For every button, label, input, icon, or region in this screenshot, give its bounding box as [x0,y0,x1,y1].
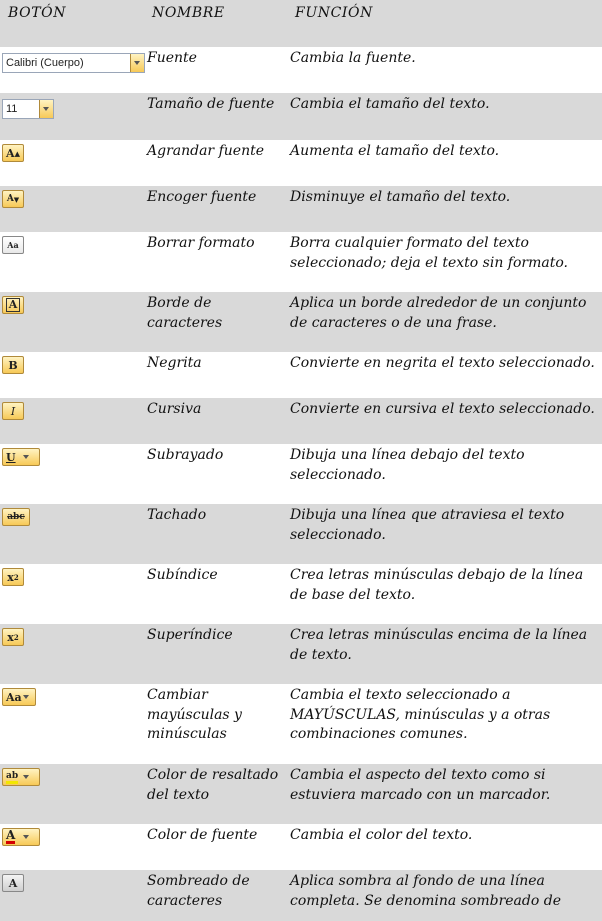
subscript-icon[interactable]: x 2 [2,568,24,586]
underline-icon[interactable]: U [2,448,40,466]
row-name: Fuente [147,50,197,66]
table-row [0,684,602,764]
bold-icon[interactable]: B [2,356,24,374]
char-border-icon[interactable]: A [2,296,24,314]
font-size-value: 11 [6,103,18,115]
highlight-color-icon[interactable]: ab [2,768,40,786]
table-row [0,352,602,398]
dropdown-arrow-icon[interactable] [39,100,53,118]
font-name-value: Calibri (Cuerpo) [6,57,84,69]
table-row [0,764,602,824]
table-row [0,444,602,504]
row-function: Dibuja una línea debajo del texto seleccionado. [290,447,525,483]
header-name-col: NOMBRE [152,5,225,21]
row-name: Cambiar mayúsculas y minúsculas [147,687,242,742]
row-function: Disminuye el tamaño del texto. [290,189,511,205]
row-function: Dibuja una línea que atraviesa el texto seleccionado. [290,507,565,543]
table-row [0,504,602,564]
header-function-col: FUNCIÓN [295,5,373,21]
row-function: Crea letras minúsculas debajo de la línea de base del texto. [290,567,584,603]
row-name: Sombreado de caracteres [147,873,250,909]
table-row [0,47,602,93]
row-name: Negrita [147,355,202,371]
italic-icon[interactable]: I [2,402,24,420]
table-row [0,624,602,684]
row-name: Agrandar fuente [147,143,264,159]
table-row [0,93,602,140]
char-shading-icon[interactable]: A [2,874,24,892]
row-function: Convierte en cursiva el texto seleccionado. [290,401,595,417]
row-name: Superíndice [147,627,233,643]
shrink-font-icon[interactable]: A ▼ [2,190,24,208]
row-name: Borrar formato [147,235,255,251]
row-name: Subíndice [147,567,218,583]
row-function: Cambia la fuente. [290,50,416,66]
dropdown-arrow-icon[interactable] [130,54,144,72]
superscript-icon[interactable]: x 2 [2,628,24,646]
row-function: Cambia el tamaño del texto. [290,96,490,112]
row-function: Aumenta el tamaño del texto. [290,143,500,159]
font-size-combo[interactable] [2,97,54,119]
table-row [0,186,602,232]
row-name: Tachado [147,507,207,523]
row-function: Cambia el texto seleccionado a MAYÚSCULAS, minúsculas y a otras combinaciones comunes. [290,687,551,742]
row-function: Aplica sombra al fondo de una línea completa. Se denomina sombreado de [290,873,561,909]
header-button-col: BOTÓN [8,5,67,21]
font-color-icon[interactable]: A [2,828,40,846]
row-function: Cambia el color del texto. [290,827,473,843]
row-name: Borde de caracteres [147,295,223,331]
table-row [0,292,602,352]
strikethrough-icon[interactable]: abc [2,508,30,526]
table-row [0,870,602,921]
row-name: Cursiva [147,401,202,417]
font-name-combo[interactable] [2,51,145,73]
row-name: Subrayado [147,447,224,463]
row-name: Color de fuente [147,827,258,843]
table-row [0,140,602,186]
table-row [0,824,602,870]
table-row [0,232,602,292]
change-case-icon[interactable]: Aa [2,688,36,706]
row-name: Color de resaltado del texto [147,767,279,803]
row-function: Crea letras minúsculas encima de la línea de texto. [290,627,588,663]
row-function: Borra cualquier formato del texto seleccionado; deja el texto sin formato. [290,235,568,271]
row-function: Aplica un borde alrededor de un conjunto de caracteres o de una frase. [290,295,587,331]
table-row [0,564,602,624]
row-name: Tamaño de fuente [147,96,275,112]
table-header [0,0,602,47]
row-function: Convierte en negrita el texto seleccionado. [290,355,595,371]
row-name: Encoger fuente [147,189,257,205]
row-function: Cambia el aspecto del texto como si estuviera marcado con un marcador. [290,767,551,803]
grow-font-icon[interactable]: A ▲ [2,144,24,162]
clear-format-icon[interactable]: Aa [2,236,24,254]
table-row [0,398,602,444]
